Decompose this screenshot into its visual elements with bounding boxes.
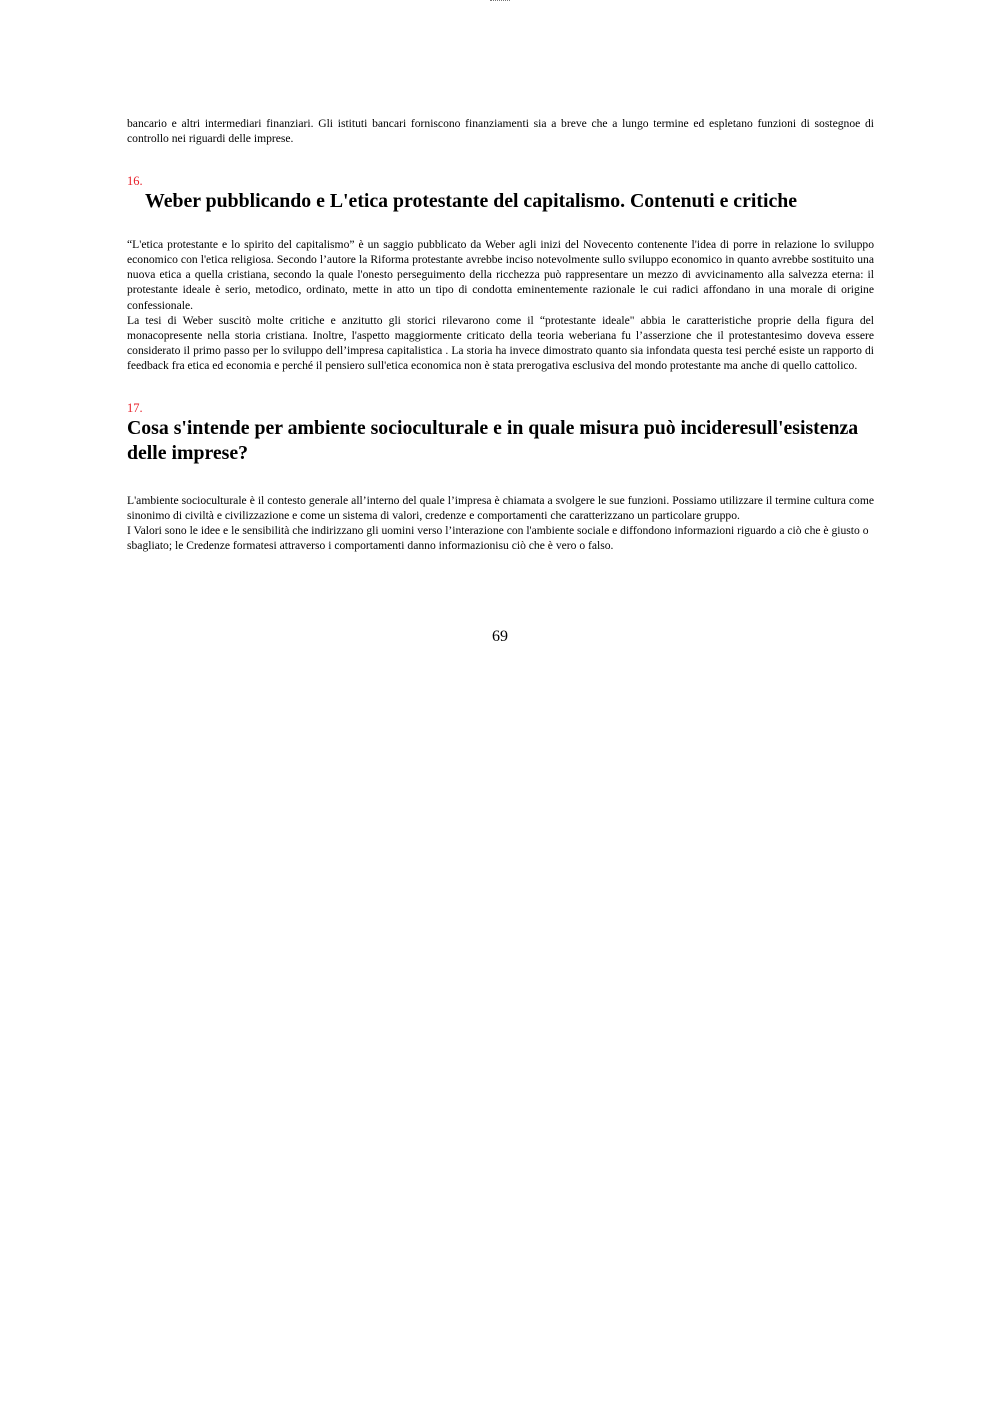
page-number: 69 [492, 628, 508, 645]
section-16-number: 16. [127, 174, 143, 189]
section-17-title: Cosa s'intende per ambiente socioculturale e in quale misura può incideresull'esistenza delle imprese? [127, 417, 859, 464]
page-top-mark [490, 0, 510, 4]
section-16-paragraph-1: “L'etica protestante e lo spirito del capitalismo” è un saggio pubblicato da Weber agli inizi del Novecento contenente l'idea di porre in relazione lo sviluppo economico con l'etica religiosa. Secondo l’autore la Riforma protestante avrebbe inciso notevolmente sullo sviluppo economico in quanto avrebbe sostituito una nuova etica a quella cristiana, secondo la quale l'onesto perseguimento della ricchezza può rappresentare un mezzo di avvicinamento alla salvezza eterna: il protestante ideale è serio, metodico, ordinato, mette in atto un tipo di condotta eminentemente razionale le cui radici affondano in una morale di origine confessionale. [127, 238, 874, 312]
section-16-paragraph-2: La tesi di Weber suscitò molte critiche e anzitutto gli storici rilevarono come il “protestante ideale" abbia le caratteristiche proprie della figura del monacopresente nella storia cristiana. Inoltre, l'aspetto maggiormente criticato della teoria weberiana fu l’asserzione che il protestantesimo doveva essere considerato il primo passo per lo sviluppo dell’impresa capitalistica . La storia ha invece dimostrato quanto sia infondata questa tesi perché esiste un rapporto di feedback fra etica ed economia e perché il pensiero sull'etica economica non è stata prerogativa esclusiva del mondo protestante ma anche di quello cattolico. [127, 313, 874, 372]
section-17-paragraph-2: I Valori sono le idee e le sensibilità che indirizzano gli uomini verso l’interazione con l'ambiente sociale e diffondono informazioni riguardo a ciò che è giusto o sbagliato; le Credenze formatesi attraverso i comportamenti danno informazionisu ciò che è vero o falso. [127, 524, 869, 553]
section-17-number: 17. [127, 401, 143, 416]
section-17-paragraph-1: L'ambiente socioculturale è il contesto generale all’interno del quale l’impresa è chiamata a svolgere le sue funzioni. Possiamo utilizzare il termine cultura come sinonimo di civiltà e civilizzazione e come un sistema di valori, credenze e comportamenti che caratterizzano un particolare gruppo. [127, 494, 874, 523]
intro-paragraph: bancario e altri intermediari finanziari. Gli istituti bancari forniscono finanziamenti sia a breve che a lungo termine ed espletano funzioni di sostegnoe di controllo nei riguardi delle imprese. [127, 117, 874, 146]
section-16-title: Weber pubblicando e L'etica protestante del capitalismo. Contenuti e critiche [145, 190, 798, 213]
document-page [127, 116, 874, 553]
